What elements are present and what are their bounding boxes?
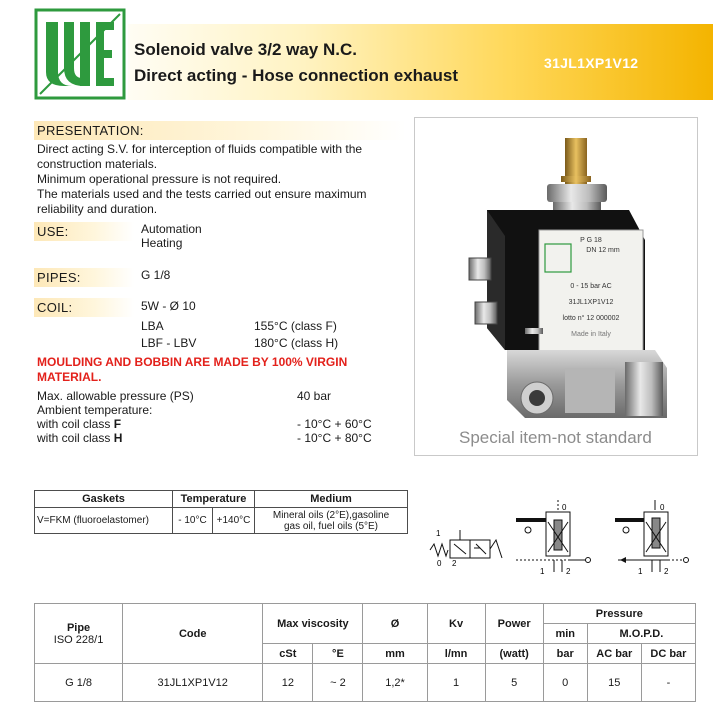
- header-min: min: [543, 624, 587, 644]
- svg-text:0: 0: [437, 559, 442, 568]
- header-code: Code: [123, 604, 263, 664]
- temp-max-cell: +140°C: [213, 508, 255, 534]
- header-kv: Kv: [427, 604, 485, 644]
- gasket-header: Gaskets: [35, 491, 173, 508]
- header-diameter: Ø: [363, 604, 427, 644]
- use-value-1: Automation: [141, 222, 202, 236]
- header-degree-e: °E: [313, 644, 363, 664]
- medium-cell: Mineral oils (2°E),gasoline gas oil, fuel oils (5°E): [255, 508, 408, 534]
- coil-label-line-3: 0 - 15 bar AC: [570, 283, 612, 290]
- header-diameter-unit: mm: [363, 644, 427, 664]
- pipes-label: PIPES:: [34, 268, 134, 287]
- max-pressure-label: Max. allowable pressure (PS): [37, 389, 194, 403]
- header: [0, 0, 713, 118]
- coil-label: COIL:: [34, 298, 134, 317]
- presentation-line-3: Minimum operational pressure is not required.: [37, 172, 282, 186]
- use-value-2: Heating: [141, 236, 183, 250]
- class-f-label: with coil class F: [37, 417, 122, 431]
- coil-label-line-1: P G 18: [580, 237, 602, 244]
- coil-label-line-6: Made in Italy: [571, 331, 611, 338]
- header-ac-bar: AC bar: [587, 644, 641, 664]
- temperature-header: Temperature: [173, 491, 255, 508]
- temp-min-cell: - 10°C: [173, 508, 213, 534]
- specifications-table: [34, 603, 696, 702]
- warning-line-2: MATERIAL.: [37, 370, 102, 384]
- header-max-viscosity: Max viscosity: [263, 604, 363, 644]
- medium-header: Medium: [255, 491, 408, 508]
- header-power: Power: [485, 604, 543, 644]
- valve-iso-symbol: [430, 529, 502, 568]
- page-subtitle: Direct acting - Hose connection exhaust: [134, 66, 459, 85]
- coil-type-lba: LBA: [141, 319, 164, 333]
- cell-pipe: G 1/8: [35, 664, 123, 702]
- svg-text:2: 2: [452, 559, 457, 568]
- class-h-value: - 10°C + 80°C: [297, 431, 372, 445]
- header-min-unit: bar: [543, 644, 587, 664]
- max-pressure-value: 40 bar: [297, 389, 332, 403]
- svg-text:2: 2: [664, 567, 669, 576]
- ambient-temp-label: Ambient temperature:: [37, 403, 153, 417]
- header-mopd: M.O.P.D.: [587, 624, 695, 644]
- header-pipe: Pipe ISO 228/1: [35, 604, 123, 664]
- gasket-cell: V=FKM (fluoroelastomer): [35, 508, 173, 534]
- class-h-label: with coil class H: [37, 431, 123, 445]
- table-row: [35, 664, 696, 702]
- valve-section-deenergized: [516, 500, 591, 576]
- solenoid-valve-image: [415, 118, 698, 438]
- class-f-value: - 10°C + 60°C: [297, 417, 372, 431]
- header-power-unit: (watt): [485, 644, 543, 664]
- cell-kv: 1: [427, 664, 485, 702]
- presentation-line-4: The materials used and the tests carried out ensure maximum: [37, 187, 367, 201]
- cell-min: 0: [543, 664, 587, 702]
- coil-temp-lbf: 180°C (class H): [254, 336, 339, 350]
- svg-text:1: 1: [540, 567, 545, 576]
- header-dc-bar: DC bar: [641, 644, 695, 664]
- valve-section-energized: [615, 500, 689, 576]
- company-logo: [34, 8, 126, 100]
- svg-text:1: 1: [638, 567, 643, 576]
- pneumatic-symbols: [420, 500, 700, 590]
- presentation-label: PRESENTATION:: [34, 121, 406, 140]
- svg-text:0: 0: [660, 503, 665, 512]
- presentation-line-1: Direct acting S.V. for interception of fluids compatible with the: [37, 142, 363, 156]
- presentation-line-5: reliability and duration.: [37, 202, 158, 216]
- svg-text:1: 1: [436, 529, 441, 538]
- cell-dc: -: [641, 664, 695, 702]
- header-pressure: Pressure: [543, 604, 695, 624]
- header-kv-unit: l/mn: [427, 644, 485, 664]
- cell-power: 5: [485, 664, 543, 702]
- product-photo: [414, 117, 698, 456]
- cell-degree-e: ~ 2: [313, 664, 363, 702]
- gasket-table: [34, 490, 408, 534]
- svg-text:2: 2: [566, 567, 571, 576]
- cell-cst: 12: [263, 664, 313, 702]
- coil-label-line-4: 31JL1XP1V12: [568, 299, 614, 306]
- header-cst: cSt: [263, 644, 313, 664]
- cell-ac: 15: [587, 664, 641, 702]
- use-label: USE:: [34, 222, 134, 241]
- product-code: 31JL1XP1V12: [544, 55, 639, 71]
- page-title: Solenoid valve 3/2 way N.C.: [134, 40, 357, 59]
- cell-diameter: 1,2*: [363, 664, 427, 702]
- presentation-line-2: construction materials.: [37, 157, 158, 171]
- warning-line-1: MOULDING AND BOBBIN ARE MADE BY 100% VIRGIN: [37, 355, 348, 369]
- coil-label-line-5: lotto n° 12 000002: [562, 315, 620, 322]
- coil-temp-lba: 155°C (class F): [254, 319, 337, 333]
- svg-text:0: 0: [562, 503, 567, 512]
- coil-type-lbf: LBF - LBV: [141, 336, 197, 350]
- pipes-value: G 1/8: [141, 268, 171, 282]
- photo-caption: Special item-not standard: [459, 428, 652, 447]
- coil-power: 5W - Ø 10: [141, 299, 196, 313]
- coil-label-line-2: DN 12 mm: [586, 247, 620, 254]
- cell-code: 31JL1XP1V12: [123, 664, 263, 702]
